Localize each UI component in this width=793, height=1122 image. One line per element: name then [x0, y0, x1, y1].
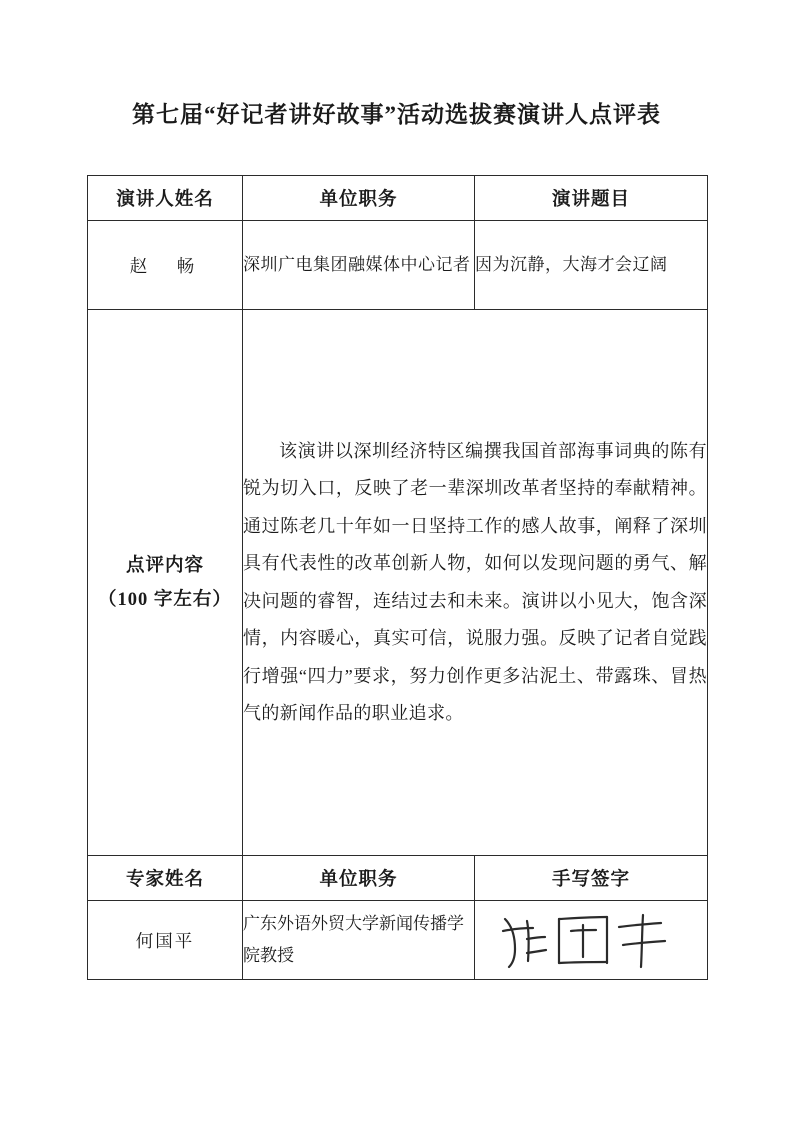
page-title: 第七届“好记者讲好故事”活动选拔赛演讲人点评表: [132, 102, 661, 127]
table-row: [88, 176, 708, 221]
header-speaker-unit: 单位职务: [243, 176, 475, 221]
header-expert-name: 专家姓名: [88, 856, 243, 901]
form-table: [87, 175, 708, 980]
value-expert-unit: 广东外语外贸大学新闻传播学院教授: [243, 901, 475, 980]
value-handwritten-signature: [475, 901, 708, 980]
value-speaker-unit: 深圳广电集团融媒体中心记者: [243, 221, 475, 310]
label-comment-content: [88, 310, 243, 856]
comment-label-line-2: （100 字左右）: [98, 589, 232, 610]
header-expert-unit: 单位职务: [243, 856, 475, 901]
header-speech-topic: 演讲题目: [475, 176, 708, 221]
value-speech-topic: 因为沉静，大海才会辽阔: [475, 221, 708, 310]
signature-mark: [475, 901, 707, 979]
table-row: [88, 856, 708, 901]
header-handwritten-signature: 手写签字: [475, 856, 708, 901]
header-speaker-name: 演讲人姓名: [88, 176, 243, 221]
table-row: [88, 901, 708, 980]
signature-icon: [497, 905, 677, 975]
comment-paragraph: 该演讲以深圳经济特区编撰我国首部海事词典的陈有锐为切入口，反映了老一辈深圳改革者坚持的奉献精神。通过陈老几十年如一日坚持工作的感人故事，阐释了深圳具有代表性的改革创新人物，如何以发现问题的勇气、解决问题的睿智，连结过去和未来。演讲以小见大，饱含深情，内容暖心，真实可信，说服力强。反映了记者自觉践行增强“四力”要求，努力创作更多沾泥土、带露珠、冒热气的新闻作品的职业追求。: [243, 440, 707, 723]
value-comment-content: [243, 310, 708, 856]
value-expert-name: 何国平: [88, 901, 243, 980]
value-speaker-name: 赵 畅: [88, 221, 243, 310]
table-row: [88, 221, 708, 310]
comment-label-line-1: 点评内容: [125, 555, 204, 576]
evaluation-form: [87, 175, 707, 980]
table-row: [88, 310, 708, 856]
